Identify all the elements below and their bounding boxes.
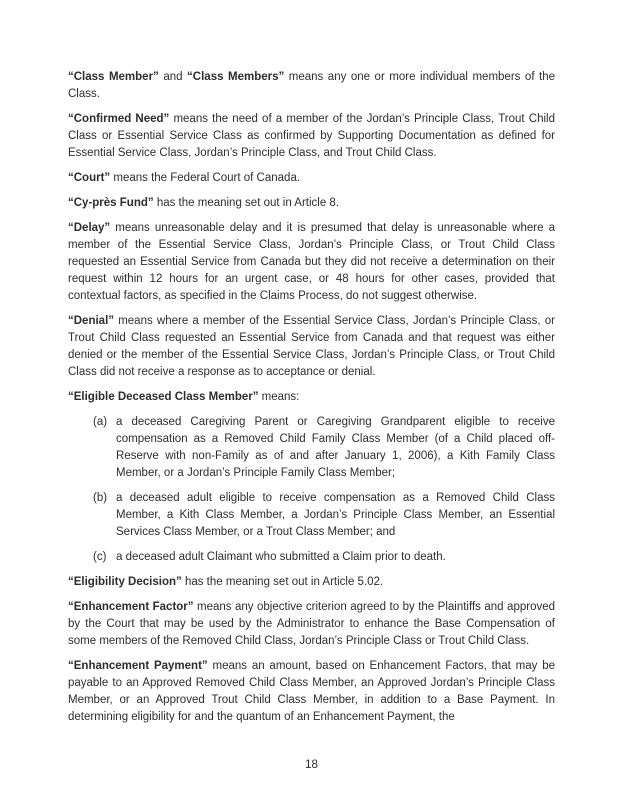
page-number: 18 bbox=[305, 759, 318, 771]
text-segment: means unreasonable delay and it is presumed that delay is unreasonable where a member of the Essential Service Class, Jordan’s Principle Class, or Trout Child Class requested an Essential Service from Canada but they did not receive a determination on their request within 12 hours for an urgent case, or 48 hours for other cases, provided that contextual factors, as specified in the Claims Process, do not suggest otherwise. bbox=[68, 222, 555, 302]
text-segment: means the need of a member of the Jordan’s Principle Class, Trout Child Class or Essential Service Class as confirmed by Supporting Documentation as defined for Essential Service Class, Jordan’s Principle Class, and Trout Child Class. bbox=[68, 113, 555, 159]
defined-term: “Confirmed Need” bbox=[68, 113, 170, 125]
definition-paragraph bbox=[68, 599, 555, 650]
defined-term: “Enhancement Factor” bbox=[68, 601, 194, 613]
text-segment: means where a member of the Essential Service Class, Jordan’s Principle Class, or Trout Child Class requested an Essential Service from Canada and that request was either denied or the member of the Essential Service Class, Jordan’s Principle Class, or Trout Child Class did not receive a response as to acceptance or denial. bbox=[68, 315, 555, 378]
defined-term: “Class Member” bbox=[68, 71, 159, 83]
list-item bbox=[68, 490, 555, 541]
list-item-marker: (b) bbox=[93, 492, 108, 504]
text-segment: means any one or more individual members of the Class. bbox=[68, 71, 556, 100]
definition-paragraph bbox=[68, 313, 555, 381]
defined-term: “Class Members” bbox=[187, 71, 285, 83]
definition-paragraph bbox=[68, 111, 555, 162]
text-segment: means an amount, based on Enhancement Factors, that may be payable to an Approved Removed Child Class Member, an Approved Jordan’s Principle Class Member, or an Approved Trout Child Class Member, in addition to a Base Payment. In determining eligibility for and the quantum of an Enhancement Payment, the bbox=[68, 660, 556, 723]
defined-term: “Denial” bbox=[68, 315, 115, 327]
list-item-marker: (a) bbox=[93, 416, 108, 428]
text-segment: has the meaning set out in Article 8. bbox=[153, 197, 340, 209]
defined-term: “Court” bbox=[68, 172, 111, 184]
defined-term: “Eligible Deceased Class Member” bbox=[68, 391, 259, 403]
list-item-marker: (c) bbox=[93, 551, 107, 563]
document-body bbox=[68, 69, 555, 734]
text-segment: a deceased Caregiving Parent or Caregiving Grandparent eligible to receive compensation as a Removed Child Family Class Member (of a Child placed off-Reserve with non-Family as of and after January 1, 2006), a Kith Family Class Member, or a Jordan’s Principle Family Class Member; bbox=[116, 416, 555, 479]
definition-paragraph bbox=[68, 220, 555, 305]
text-segment: a deceased adult Claimant who submitted a Claim prior to death. bbox=[116, 551, 446, 563]
list-item bbox=[68, 549, 555, 566]
defined-term: “Eligibility Decision” bbox=[68, 576, 182, 588]
defined-term: “Delay” bbox=[68, 222, 111, 234]
text-segment: means: bbox=[258, 391, 300, 403]
definition-paragraph bbox=[68, 574, 555, 591]
defined-term: “Cy-près Fund” bbox=[68, 197, 154, 209]
text-segment: means any objective criterion agreed to by the Plaintiffs and approved by the Court that may be used by the Administrator to enhance the Base Compensation of some members of the Removed Child Class, Jordan’s Principle Class or Trout Child Class. bbox=[68, 601, 556, 647]
text-segment: and bbox=[158, 71, 188, 83]
list-item bbox=[68, 414, 555, 482]
defined-term: “Enhancement Payment” bbox=[68, 660, 208, 672]
text-segment: means the Federal Court of Canada. bbox=[110, 172, 301, 184]
definition-paragraph bbox=[68, 195, 555, 212]
definition-paragraph bbox=[68, 389, 555, 406]
definition-paragraph bbox=[68, 170, 555, 187]
text-segment: a deceased adult eligible to receive compensation as a Removed Child Class Member, a Kith Class Member, a Jordan’s Principle Class Member, an Essential Services Class Member, or a Trout Class Member; and bbox=[116, 492, 555, 538]
definition-paragraph bbox=[68, 69, 555, 103]
text-segment: has the meaning set out in Article 5.02. bbox=[181, 576, 384, 588]
definition-paragraph bbox=[68, 658, 555, 726]
